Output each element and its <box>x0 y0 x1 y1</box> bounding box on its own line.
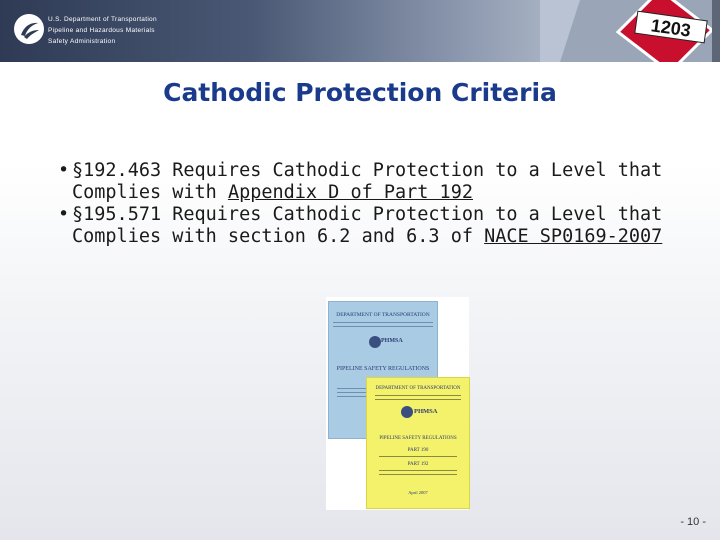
blue-book-heading: DEPARTMENT OF TRANSPORTATION <box>336 312 430 318</box>
slide-title: Cathodic Protection Criteria <box>163 78 557 107</box>
blue-book-logo-text: PHMSA <box>381 338 403 344</box>
agency-line-3: Safety Administration <box>48 38 116 45</box>
appendix-d-link[interactable]: Appendix D of Part 192 <box>227 181 473 203</box>
yellow-book-date: April 2007 <box>408 490 428 495</box>
regulation-books-image <box>326 297 469 510</box>
dot-logo-icon <box>14 14 44 44</box>
hazmat-placard-photo <box>540 0 720 62</box>
blue-book-subtitle: PIPELINE SAFETY REGULATIONS <box>336 366 430 372</box>
yellow-book-part-2: PART 192 <box>407 462 429 467</box>
yellow-book-part-1: PART 190 <box>407 448 429 453</box>
yellow-book-heading: DEPARTMENT OF TRANSPORTATION <box>375 386 461 391</box>
yellow-book-subtitle: PIPELINE SAFETY REGULATIONS <box>379 436 457 441</box>
agency-line-2: Pipeline and Hazardous Materials <box>48 27 155 34</box>
placard-number: 1203 <box>649 15 693 41</box>
bullet-text: §195.571 Requires Cathodic Protection to a Level that Complies with section 6.2 and 6.3 of <box>72 204 663 247</box>
blue-book-logo-icon <box>369 336 381 348</box>
bullet-item <box>58 160 698 203</box>
yellow-book-cover <box>366 377 470 509</box>
yellow-book-logo-icon <box>401 406 413 418</box>
header-banner <box>0 0 720 62</box>
nace-link[interactable]: NACE SP0169-2007 <box>484 225 663 247</box>
bullet-mark: • <box>58 204 70 225</box>
yellow-book-logo-text: PHMSA <box>414 408 438 415</box>
page-number: - 10 - <box>680 516 706 528</box>
bullet-list <box>58 160 698 248</box>
bullet-mark: • <box>58 160 70 181</box>
agency-name <box>48 14 157 47</box>
bullet-item <box>58 204 698 247</box>
bullet-text: §192.463 Requires Cathodic Protection to a Level that Complies with <box>72 160 663 203</box>
agency-line-1: U.S. Department of Transportation <box>48 16 157 23</box>
